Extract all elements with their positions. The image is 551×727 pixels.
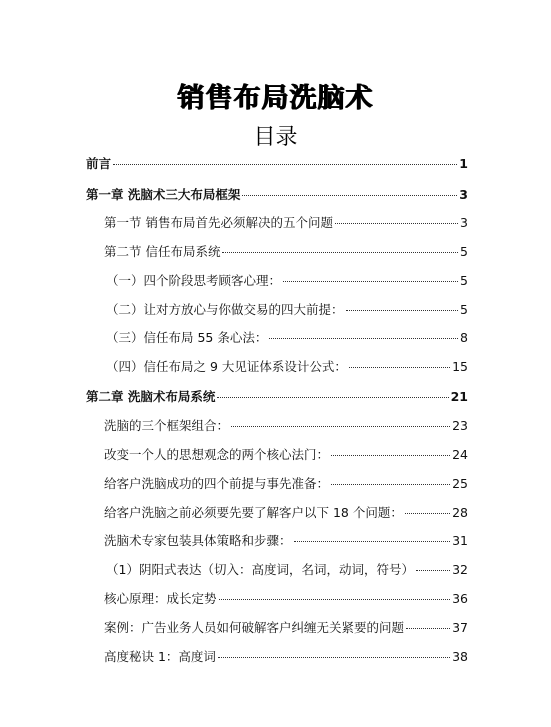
toc-entry-subsection [106,562,468,578]
toc-entry-label: 洗脑的三个框架组合： [104,418,230,433]
toc-entry-page: 5 [460,244,468,259]
dot-leader [405,513,450,514]
toc-entry-section [104,505,468,521]
dot-leader [335,223,458,224]
dot-leader [416,570,450,571]
dot-leader [331,484,450,485]
toc-entry-label: （三）信任布局 55 条心法： [106,330,268,345]
toc-entry-section [104,447,468,463]
dot-leader [331,455,450,456]
toc-entry-subsection [106,359,468,375]
toc-entry-subsection [106,330,468,346]
toc-entry-section [104,620,468,636]
toc-entry-page: 3 [459,187,468,202]
dot-leader [294,541,451,542]
toc-entry-page: 32 [452,562,468,577]
toc-entry-section [104,476,468,492]
document-title: 销售布局洗脑术 [177,83,374,114]
toc-entry-page: 23 [452,418,468,433]
toc-entry-subsection [106,302,468,318]
toc-entry-section [104,244,468,260]
dot-leader [222,252,458,253]
dot-leader [349,367,450,368]
toc-entry-label: 洗脑术专家包装具体策略和步骤： [104,533,292,548]
toc-entry-label: （一）四个阶段思考顾客心理： [106,273,282,288]
toc-entry-page: 24 [452,447,468,462]
toc-entry-section [104,591,468,607]
toc-entry-chapter-1 [86,187,468,203]
dot-leader [217,397,448,398]
toc-entry-preface [86,156,468,172]
dot-leader [218,657,450,658]
dot-leader [231,426,450,427]
toc-entry-section [104,215,468,231]
toc-entry-page: 1 [459,156,468,171]
toc-entry-label: 核心原理：成长定势 [104,591,217,606]
dot-leader [242,195,457,196]
toc-entry-page: 15 [452,359,468,374]
toc-entry-page: 5 [460,273,468,288]
dot-leader [219,599,451,600]
toc-entry-page: 37 [452,620,468,635]
toc-entry-label: （四）信任布局之 9 大见证体系设计公式： [106,359,347,374]
toc-entry-page: 36 [452,591,468,606]
toc-heading: 目录 [253,125,298,150]
toc-entry-section [104,418,468,434]
toc-entry-page: 38 [452,649,468,664]
toc-entry-label: 案例：广告业务人员如何破解客户纠缠无关紧要的问题 [104,620,405,635]
toc-entry-page: 28 [452,505,468,520]
toc-entry-section [104,649,468,665]
toc-entry-label: 改变一个人的思想观念的两个核心法门： [104,447,330,462]
toc-entry-page: 25 [452,476,468,491]
toc-entry-chapter-2 [86,389,468,405]
dot-leader [406,628,450,629]
toc-entry-section [104,533,468,549]
dot-leader [346,310,459,311]
toc-entry-label: 第二章 洗脑术布局系统 [86,389,216,404]
dot-leader [269,338,458,339]
dot-leader [113,164,457,165]
toc-entry-label: （1）阴阳式表达（切入：高度词，名词，动词，符号） [106,562,414,577]
dot-leader [283,281,458,282]
toc-entry-subsection [106,273,468,289]
toc-entry-label: 给客户洗脑之前必须要先要了解客户以下 18 个问题： [104,505,403,520]
toc-entry-label: 第二节 信任布局系统 [104,244,221,259]
toc-entry-label: 高度秘诀 1：高度词 [104,649,216,664]
toc-entry-label: 前言 [86,156,112,171]
toc-entry-page: 5 [460,302,468,317]
toc-entry-page: 3 [460,215,468,230]
toc-entry-label: 给客户洗脑成功的四个前提与事先准备： [104,476,330,491]
toc-entry-label: 第一章 洗脑术三大布局框架 [86,187,241,202]
toc-entry-label: 第一节 销售布局首先必须解决的五个问题 [104,215,333,230]
toc-entry-page: 21 [450,389,468,404]
toc-entry-label: （二）让对方放心与你做交易的四大前提： [106,302,344,317]
toc-entry-page: 8 [460,330,468,345]
toc-entry-page: 31 [452,533,468,548]
